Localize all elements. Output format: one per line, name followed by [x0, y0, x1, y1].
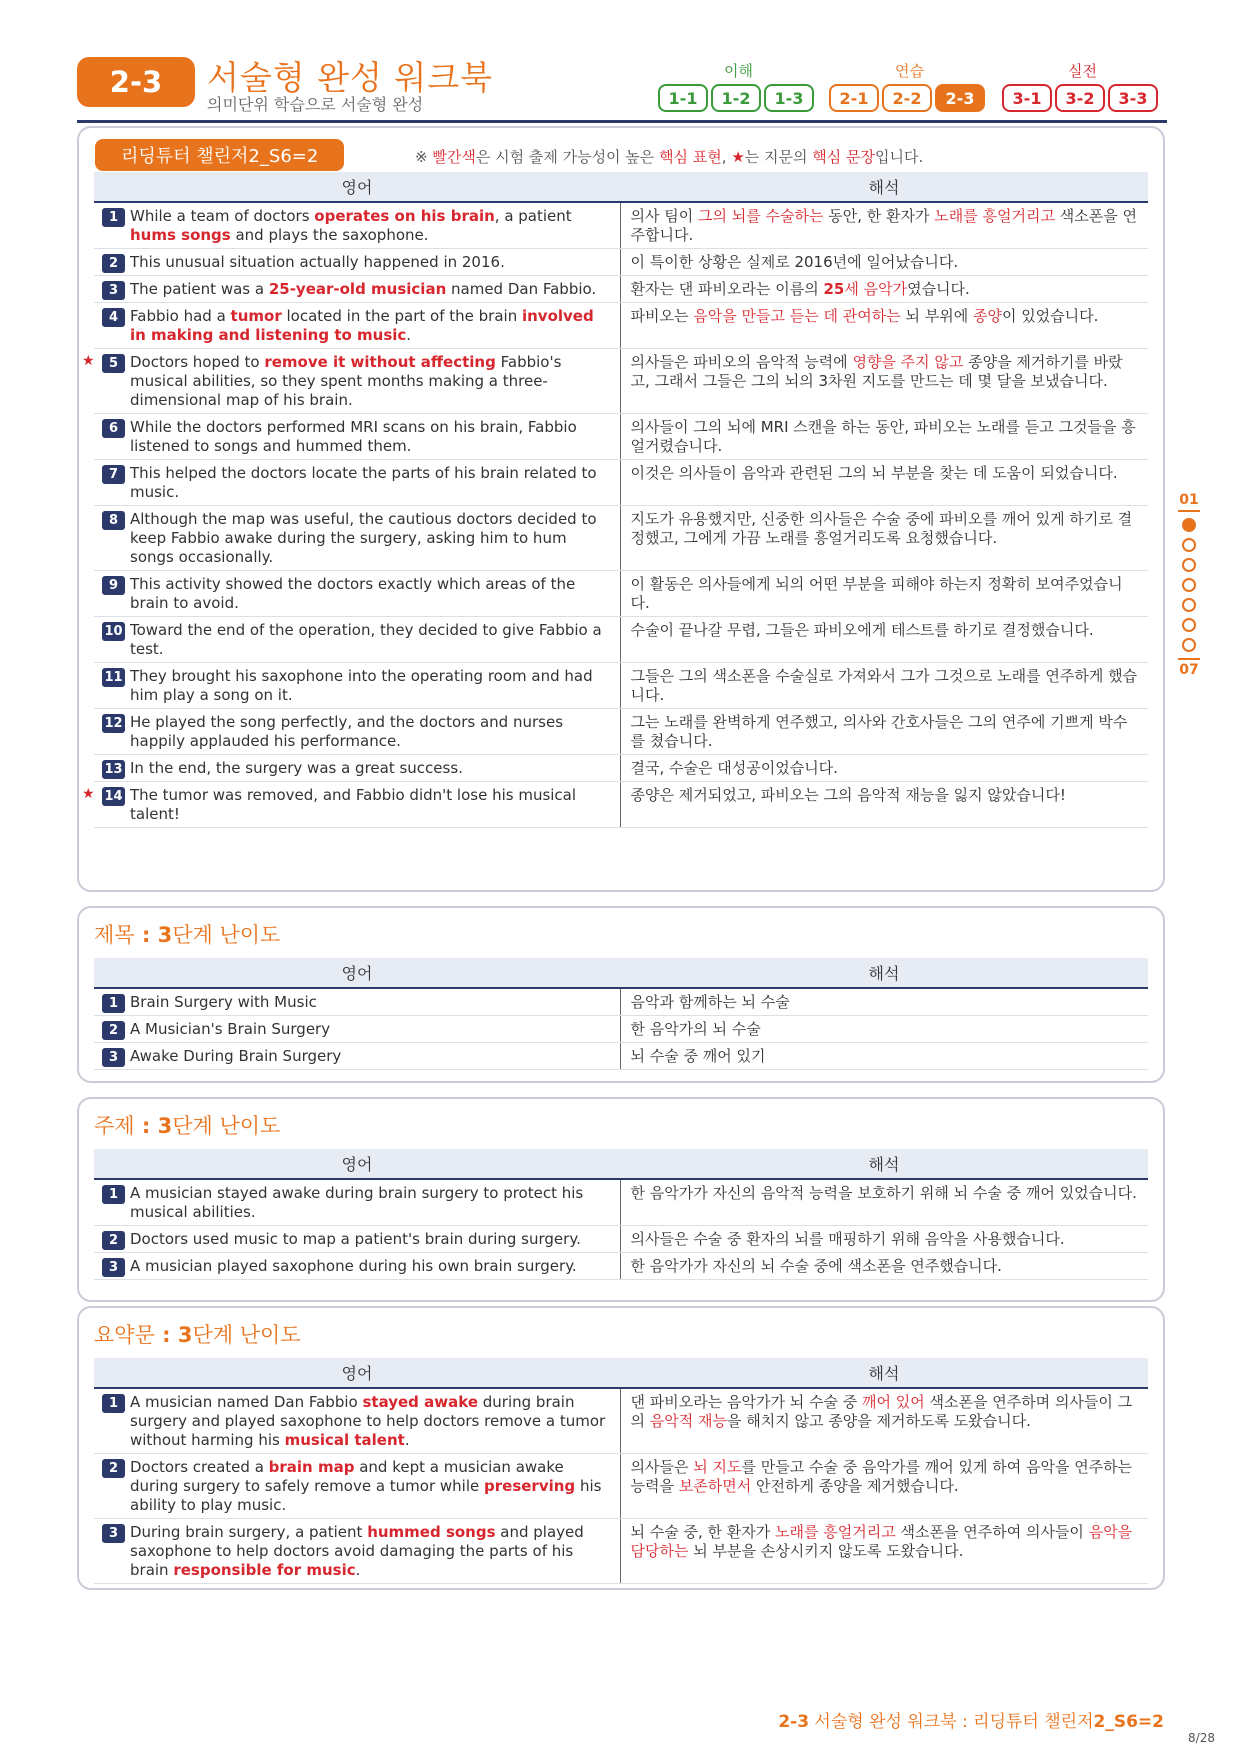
sentence-text: 색소폰을 연주합니다. — [630, 207, 1137, 244]
sentence-text: 동안, 한 환자가 — [823, 207, 935, 225]
sentence-row — [94, 303, 1148, 349]
sentence-number: 6 — [102, 419, 125, 438]
passage-section-header — [79, 128, 1163, 172]
column-header-english: 영어 — [94, 958, 620, 988]
level-button-1-1[interactable]: 1-1 — [658, 84, 708, 112]
translation-cell — [620, 1388, 1148, 1454]
sentence-text: , a patient — [494, 207, 572, 225]
sentence-text: 그는 노래를 완벽하게 연주했고, 의사와 간호사들은 그의 연주에 기쁘게 박수를 쳤습니다. — [630, 713, 1128, 750]
sentence-number: 3 — [102, 1258, 125, 1277]
sentence-text: 그들은 그의 색소폰을 수술실로 가져와서 그가 그것으로 노래를 연주하게 했습니다. — [630, 667, 1138, 704]
sentence-number: 1 — [102, 208, 125, 227]
sentence-text: . — [355, 1561, 361, 1579]
sentence-number: 10 — [102, 622, 125, 641]
english-cell — [94, 571, 620, 617]
note-text: 은 시험 출제 가능성이 높은 — [475, 148, 660, 166]
sentence-text: 한 음악가의 뇌 수술 — [630, 1020, 761, 1038]
legend-note — [415, 146, 923, 167]
sentence-text: 안전하게 종양을 제거했습니다. — [751, 1477, 959, 1495]
sentence-number: 11 — [102, 668, 125, 687]
page-footer — [778, 1707, 1164, 1732]
sentence-number: 8 — [102, 511, 125, 530]
english-cell — [94, 1454, 620, 1519]
sentence-text: and kept a musician awake during surgery to safely remove a tumor while — [130, 1458, 564, 1495]
translation-cell — [620, 414, 1148, 460]
sentence-text: 뇌 부분을 손상시키지 않도록 도왔습니다. — [688, 1542, 964, 1560]
key-expression: preserving — [484, 1477, 576, 1495]
sentence-row — [94, 617, 1148, 663]
progress-dot[interactable] — [1182, 598, 1196, 612]
translation-cell — [620, 663, 1148, 709]
progress-dots — [1174, 518, 1204, 652]
theme-table — [94, 1149, 1148, 1280]
sentence-text: Brain Surgery with Music — [130, 993, 317, 1011]
progress-dot[interactable] — [1182, 638, 1196, 652]
english-cell — [94, 249, 620, 276]
sentence-text: 의사 팀이 — [630, 207, 698, 225]
english-cell — [94, 460, 620, 506]
sentence-text: This activity showed the doctors exactly which areas of the brain to avoid. — [130, 575, 576, 612]
sentence-number: 14 — [102, 787, 125, 806]
section-heading — [94, 919, 280, 949]
key-expression: responsible for music — [173, 1561, 356, 1579]
english-cell — [94, 1043, 620, 1070]
key-expression: involved in making and listening to music — [130, 307, 594, 344]
english-cell — [94, 276, 620, 303]
sentence-number: 2 — [102, 1231, 125, 1250]
english-cell — [94, 202, 620, 249]
english-cell — [94, 1253, 620, 1280]
level-button-1-2[interactable]: 1-2 — [711, 84, 761, 112]
sentence-text: Doctors hoped to — [130, 353, 265, 371]
sentence-text: 뇌 수술 중 깨어 있기 — [630, 1047, 766, 1065]
passage-table — [82, 172, 1148, 828]
sentence-row — [94, 1016, 1148, 1043]
sentence-text: Although the map was useful, the cautious doctors decided to keep Fabbio awake during the surgery, asking him to hum songs occasionally. — [130, 510, 597, 566]
sentence-text: 음악과 함께하는 뇌 수술 — [630, 993, 790, 1011]
key-expression: hummed songs — [367, 1523, 496, 1541]
note-text: ※ — [415, 148, 433, 166]
sentence-text: 이 특이한 상황은 실제로 2016년에 일어났습니다. — [630, 253, 959, 271]
heading-label: 주제 — [94, 1114, 135, 1138]
sentence-number: 3 — [102, 281, 125, 300]
sentence-row — [94, 1388, 1148, 1454]
sentence-text: Doctors created a — [130, 1458, 269, 1476]
progress-dot[interactable] — [1182, 538, 1196, 552]
sentence-text: 파비오는 — [630, 307, 694, 325]
sentence-text: 뇌 부위에 — [900, 307, 973, 325]
translation-cell — [620, 1253, 1148, 1280]
section-heading — [94, 1110, 280, 1140]
english-cell — [94, 1388, 620, 1454]
sentence-text: A Musician's Brain Surgery — [130, 1020, 331, 1038]
page-number: 8/28 — [1188, 1731, 1215, 1745]
sentence-number: 1 — [102, 1185, 125, 1204]
level-button-3-2[interactable]: 3-2 — [1055, 84, 1105, 112]
sentence-row — [94, 202, 1148, 249]
sentence-text: 한 음악가가 자신의 뇌 수술 중에 색소폰을 연주했습니다. — [630, 1257, 1002, 1275]
footer-text: 서술형 완성 워크북 : 리딩튜터 챌린저 — [809, 1712, 1094, 1732]
key-expression: 보존하면서 — [678, 1477, 752, 1495]
level-label-real: 실전 — [1068, 62, 1097, 80]
sentence-number: 2 — [102, 1459, 125, 1478]
english-cell — [94, 1179, 620, 1226]
page-subtitle: 의미단위 학습으로 서술형 완성 — [207, 95, 424, 114]
sentence-text: They brought his saxophone into the operating room and had him play a song on it. — [130, 667, 593, 704]
summary-section-header — [79, 1308, 1163, 1352]
column-header-translation: 해석 — [620, 1358, 1148, 1388]
translation-cell — [620, 460, 1148, 506]
progress-divider — [1178, 658, 1200, 660]
english-cell — [94, 663, 620, 709]
column-header-translation: 해석 — [620, 172, 1148, 202]
key-expression: 영향을 주지 않고 — [852, 353, 964, 371]
sentence-text: during brain surgery and played saxophone to help doctors remove a tumor without harming his — [130, 1393, 606, 1449]
english-cell — [94, 1016, 620, 1043]
english-cell — [94, 1226, 620, 1253]
title-table — [94, 958, 1148, 1070]
title-section — [77, 906, 1165, 1083]
column-header-translation: 해석 — [620, 958, 1148, 988]
level-button-3-3[interactable]: 3-3 — [1108, 84, 1158, 112]
note-red-word: 빨간색 — [432, 148, 476, 166]
sentence-row — [94, 1253, 1148, 1280]
translation-cell — [620, 617, 1148, 663]
sentence-text: In the end, the surgery was a great success. — [130, 759, 463, 777]
sentence-number: 13 — [102, 760, 125, 779]
english-cell — [94, 303, 620, 349]
footer-tail: 2_S6=2 — [1093, 1712, 1164, 1732]
column-header-english: 영어 — [94, 1358, 620, 1388]
section-heading — [94, 1319, 301, 1349]
sentence-text: his ability to play music. — [130, 1477, 602, 1514]
sentence-text: While the doctors performed MRI scans on his brain, Fabbio listened to songs and hummed them. — [130, 418, 577, 455]
progress-dot[interactable] — [1182, 558, 1196, 572]
sentence-text: 이것은 의사들이 음악과 관련된 그의 뇌 부분을 찾는 데 도움이 되었습니다. — [630, 464, 1118, 482]
heading-level: 3 — [177, 1323, 193, 1347]
translation-cell — [620, 782, 1148, 828]
sentence-text: and played saxophone to help doctors avoid damaging the parts of his brain — [130, 1523, 584, 1579]
level-button-3-1[interactable]: 3-1 — [1002, 84, 1052, 112]
heading-level: 3 — [157, 1114, 173, 1138]
sentence-text: 결국, 수술은 대성공이었습니다. — [630, 759, 838, 777]
sentence-number: 2 — [102, 254, 125, 273]
key-expression: 음악을 담당하는 — [630, 1523, 1133, 1560]
theme-section-header — [79, 1099, 1163, 1143]
key-expression: 음악을 만들고 듣는 데 관여하는 — [693, 307, 901, 325]
translation-cell — [620, 1226, 1148, 1253]
sentence-text: The patient was a — [130, 280, 269, 298]
heading-label: 제목 — [94, 923, 135, 947]
level-button-2-2[interactable]: 2-2 — [882, 84, 932, 112]
sentence-number: 9 — [102, 576, 125, 595]
sentence-row — [94, 1226, 1148, 1253]
level-label-practice: 연습 — [895, 62, 924, 80]
sentence-row — [94, 988, 1148, 1016]
key-expression: stayed awake — [362, 1393, 478, 1411]
sentence-text: Awake During Brain Surgery — [130, 1047, 342, 1065]
sentence-text: 색소폰을 연주하여 의사들이 — [895, 1523, 1089, 1541]
key-expression: remove it without affecting — [264, 353, 496, 371]
level-group-understand — [658, 84, 814, 112]
level-button-2-3[interactable]: 2-3 — [935, 84, 985, 112]
translation-cell — [620, 506, 1148, 571]
sentence-text: 의사들이 그의 뇌에 MRI 스캔을 하는 동안, 파비오는 노래를 듣고 그것들을 흥얼거렸습니다. — [630, 418, 1136, 455]
title-section-header — [79, 908, 1163, 952]
sentence-row — [94, 663, 1148, 709]
sentence-text: He played the song perfectly, and the doctors and nurses happily applauded his performance. — [130, 713, 564, 750]
sentence-text: 였습니다. — [907, 280, 970, 298]
sentence-text: 을 해치지 않고 종양을 제거하도록 도왔습니다. — [726, 1412, 1031, 1430]
sentence-text: This unusual situation actually happened in 2016. — [130, 253, 505, 271]
summary-table — [94, 1358, 1148, 1584]
sentence-number: 1 — [102, 994, 125, 1013]
sentence-text: 종양은 제거되었고, 파비오는 그의 음악적 재능을 잃지 않았습니다! — [630, 786, 1066, 804]
key-expression: 종양 — [972, 307, 1002, 325]
sentence-text: 댄 파비오라는 음악가가 뇌 수술 중 — [630, 1393, 862, 1411]
key-expression: 그의 뇌를 수술하는 — [698, 207, 824, 225]
sentence-text: 이 있었습니다. — [1001, 307, 1099, 325]
theme-section — [77, 1097, 1165, 1302]
key-expression: brain map — [268, 1458, 355, 1476]
heading-colon: : — [134, 923, 158, 947]
english-cell — [94, 414, 620, 460]
sentence-number: 2 — [102, 1021, 125, 1040]
star-icon: ★ — [82, 786, 95, 802]
footer-code: 2-3 — [778, 1712, 810, 1732]
passage-title-pill: 리딩튜터 챌린저2_S6=2 — [95, 139, 344, 171]
key-expression: hums songs — [130, 226, 231, 244]
sentence-row — [94, 249, 1148, 276]
sentence-text: Fabbio had a — [130, 307, 231, 325]
sentence-row — [94, 460, 1148, 506]
passage-section — [77, 126, 1165, 892]
progress-end-label: 07 — [1179, 662, 1199, 678]
note-key-sentence: 핵심 문장 — [812, 148, 876, 166]
sentence-text: While a team of doctors — [130, 207, 315, 225]
translation-cell — [620, 1454, 1148, 1519]
sentence-row — [94, 709, 1148, 755]
star-icon: ★ — [731, 148, 745, 166]
key-expression: 깨어 있어 — [861, 1393, 925, 1411]
level-group-real — [1002, 84, 1158, 112]
english-cell — [94, 755, 620, 782]
sentence-text: 의사들은 파비오의 음악적 능력에 — [630, 353, 853, 371]
heading-level-text: 단계 난이도 — [172, 1114, 281, 1138]
heading-label: 요약문 — [94, 1323, 155, 1347]
translation-cell — [620, 988, 1148, 1016]
sentence-text: located in the part of the brain — [281, 307, 522, 325]
key-expression: 음악적 재능 — [649, 1412, 727, 1430]
note-text: , — [721, 148, 732, 166]
key-expression: tumor — [230, 307, 282, 325]
sentence-text: 의사들은 — [630, 1458, 694, 1476]
sentence-text: 환자는 댄 파비오라는 이름의 — [630, 280, 824, 298]
sentence-number: 3 — [102, 1524, 125, 1543]
sentence-text: Fabbio's musical abilities, so they spent months making a three-dimensional map of his brain. — [130, 353, 562, 409]
heading-level: 3 — [157, 923, 173, 947]
translation-cell — [620, 571, 1148, 617]
sentence-text: During brain surgery, a patient — [130, 1523, 368, 1541]
sentence-row — [94, 1043, 1148, 1070]
sentence-number: 5 — [102, 354, 125, 373]
progress-divider — [1178, 510, 1200, 512]
column-header-translation: 해석 — [620, 1149, 1148, 1179]
heading-level-text: 단계 난이도 — [192, 1323, 301, 1347]
english-cell — [94, 988, 620, 1016]
sentence-row — [94, 349, 1148, 414]
key-expression: 뇌 지도 — [693, 1458, 742, 1476]
section-progress-nav — [1174, 492, 1204, 678]
sentence-text: A musician stayed awake during brain surgery to protect his musical abilities. — [130, 1184, 584, 1221]
note-text: 는 지문의 — [744, 148, 813, 166]
sentence-text: 지도가 유용했지만, 신중한 의사들은 수술 중에 파비오를 깨어 있게 하기로 결정했고, 그에게 가끔 노래를 흥얼거리도록 요청했습니다. — [630, 510, 1133, 547]
level-button-1-3[interactable]: 1-3 — [764, 84, 814, 112]
english-cell — [94, 709, 620, 755]
page-title: 서술형 완성 워크북 — [207, 58, 494, 97]
heading-colon: : — [154, 1323, 178, 1347]
sentence-text: 뇌 수술 중, 한 환자가 — [630, 1523, 776, 1541]
key-expression: 25 — [823, 280, 845, 298]
translation-cell — [620, 755, 1148, 782]
sentence-text: The tumor was removed, and Fabbio didn't lose his musical talent! — [130, 786, 577, 823]
note-text: 입니다. — [875, 148, 924, 166]
translation-cell — [620, 1179, 1148, 1226]
sentence-text: named Dan Fabbio. — [446, 280, 597, 298]
progress-start-label: 01 — [1179, 492, 1199, 508]
sentence-text: 한 음악가가 자신의 음악적 능력을 보호하기 위해 뇌 수술 중 깨어 있었습니다. — [630, 1184, 1137, 1202]
sentence-text: 이 활동은 의사들에게 뇌의 어떤 부분을 피해야 하는지 정확히 보여주었습니다. — [630, 575, 1123, 612]
sentence-text: 색소폰을 연주하며 의사들이 그의 — [630, 1393, 1133, 1430]
sentence-text: 의사들은 수술 중 환자의 뇌를 매핑하기 위해 음악을 사용했습니다. — [630, 1230, 1065, 1248]
heading-colon: : — [134, 1114, 158, 1138]
english-cell — [94, 1519, 620, 1584]
english-cell — [82, 349, 620, 414]
translation-cell — [620, 249, 1148, 276]
sentence-number: 7 — [102, 465, 125, 484]
english-cell — [94, 617, 620, 663]
progress-dot[interactable] — [1182, 578, 1196, 592]
translation-cell — [620, 202, 1148, 249]
key-expression: 노래를 흥얼거리고 — [775, 1523, 896, 1541]
sentence-text: 종양을 제거하기를 바랐고, 그래서 그들은 그의 뇌의 3차원 지도를 만드는 데 몇 달을 보냈습니다. — [630, 353, 1123, 390]
sentence-text: This helped the doctors locate the parts of his brain related to music. — [130, 464, 597, 501]
sentence-row — [94, 755, 1148, 782]
key-expression: 25-year-old musician — [268, 280, 447, 298]
key-expression: operates on his brain — [314, 207, 495, 225]
level-button-2-1[interactable]: 2-1 — [829, 84, 879, 112]
sentence-text: A musician played saxophone during his own brain surgery. — [130, 1257, 577, 1275]
translation-cell — [620, 276, 1148, 303]
summary-section — [77, 1306, 1165, 1590]
note-key-expression: 핵심 표현 — [659, 148, 722, 166]
sentence-text: 를 만들고 수술 중 음악가를 깨어 있게 하여 음악을 연주하는 능력을 — [630, 1458, 1133, 1495]
sentence-text: . — [404, 1431, 410, 1449]
translation-cell — [620, 1016, 1148, 1043]
sentence-text: and plays the saxophone. — [230, 226, 429, 244]
progress-dot[interactable] — [1182, 618, 1196, 632]
sentence-row — [94, 276, 1148, 303]
sentence-text: A musician named Dan Fabbio — [130, 1393, 363, 1411]
star-icon: ★ — [82, 353, 95, 369]
level-group-practice — [829, 84, 985, 112]
translation-cell — [620, 709, 1148, 755]
sentence-text: Toward the end of the operation, they decided to give Fabbio a test. — [130, 621, 602, 658]
heading-level-text: 단계 난이도 — [172, 923, 281, 947]
sentence-number: 1 — [102, 1394, 125, 1413]
sentence-row — [94, 1179, 1148, 1226]
sentence-row — [94, 1519, 1148, 1584]
translation-cell — [620, 1043, 1148, 1070]
sentence-row — [94, 1454, 1148, 1519]
english-cell — [82, 782, 620, 828]
key-expression: 노래를 흥얼거리고 — [934, 207, 1055, 225]
progress-dot[interactable] — [1182, 518, 1196, 532]
english-cell — [94, 506, 620, 571]
level-label-understand: 이해 — [724, 62, 753, 80]
sentence-row — [94, 506, 1148, 571]
sentence-row — [94, 782, 1148, 828]
sentence-text: . — [406, 326, 412, 344]
key-expression: 세 음악가 — [844, 280, 908, 298]
sentence-text: Doctors used music to map a patient's brain during surgery. — [130, 1230, 581, 1248]
column-header-english: 영어 — [94, 1149, 620, 1179]
lesson-badge: 2-3 — [77, 57, 195, 107]
translation-cell — [620, 349, 1148, 414]
sentence-number: 4 — [102, 308, 125, 327]
sentence-row — [94, 571, 1148, 617]
key-expression: musical talent — [284, 1431, 405, 1449]
column-header-english: 영어 — [94, 172, 620, 202]
sentence-text: 수술이 끝나갈 무렵, 그들은 파비오에게 테스트를 하기로 결정했습니다. — [630, 621, 1094, 639]
sentence-row — [94, 414, 1148, 460]
translation-cell — [620, 303, 1148, 349]
header-divider — [77, 120, 1167, 123]
page-header — [77, 52, 1167, 124]
sentence-number: 12 — [102, 714, 125, 733]
sentence-number: 3 — [102, 1048, 125, 1067]
translation-cell — [620, 1519, 1148, 1584]
